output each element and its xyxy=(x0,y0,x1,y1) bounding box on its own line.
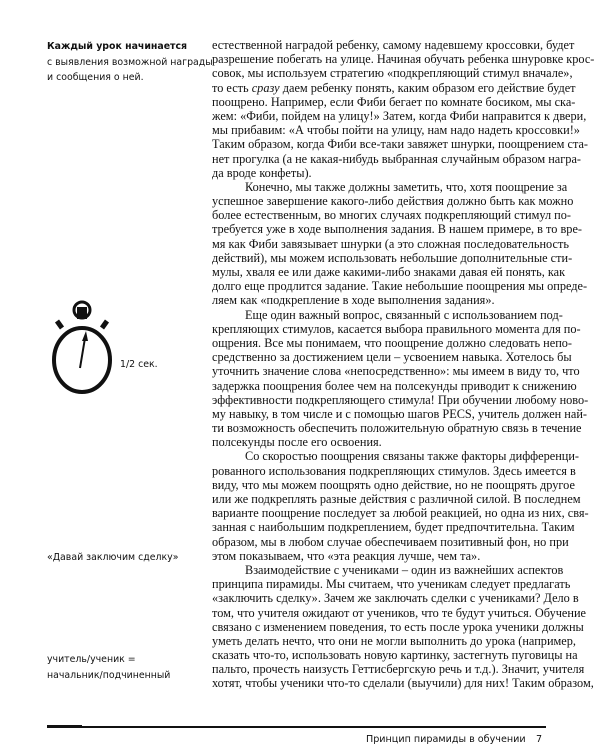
body-text xyxy=(212,38,595,691)
text-line: ти возможность обеспечить положительную обратную связь в течение xyxy=(212,421,582,436)
text-line: жем: «Фиби, пойдем на улицу!» Затем, когда Фиби направится к двери, xyxy=(212,108,587,123)
text-line: сказать что-то, использовать новую картинку, застегнуть пуговицы на xyxy=(212,648,578,663)
text-line: успешное завершение какого-либо действия должно быть как можно xyxy=(212,194,574,209)
paragraph xyxy=(212,38,595,180)
text-line: крепляющих стимулов, касается выбора правильного момента для по- xyxy=(212,321,581,336)
text-line: принципа пирамиды. Мы считаем, что ученикам следует предлагать xyxy=(212,577,571,592)
timer-label: 1/2 сек. xyxy=(120,359,158,370)
text-line: пальто, прочесть наизусть Геттисбергскую речь и т.д.). Значит, учителя xyxy=(212,662,585,677)
text-line: Таким образом, когда Фиби все-таки завяжет шнурки, поощрением ста- xyxy=(212,137,589,152)
paragraph xyxy=(212,562,594,691)
text-line: том, что учителя ожидают от учеников, что те будут учиться. Обучение xyxy=(212,605,587,620)
emphasis: сразу xyxy=(251,80,280,95)
text-line: ляем как «подкрепление в ходе выполнения задания». xyxy=(212,293,495,308)
text-line: совок, мы используем стратегию «подкрепляющий стимул вначале», xyxy=(212,66,573,81)
paragraph xyxy=(212,179,588,308)
text-line: варианте поощрение последует за любой реакцией, но одна из них, свя- xyxy=(212,506,589,521)
note-bold-part: Каждый урок начинается xyxy=(47,41,188,52)
text-line: мя как Фиби завязывает шнурки (а это сложная последовательность xyxy=(212,236,569,251)
paragraph xyxy=(212,307,589,450)
text-line: Еще один важный вопрос, связанный с использованием под- xyxy=(245,307,563,322)
margin-note-reward xyxy=(47,39,213,86)
paragraph xyxy=(212,449,589,563)
text-line: ощрения. Все мы понимаем, что поощрение должно следовать непо- xyxy=(212,335,573,350)
text-line: долго еще продлится задание. Такие небольшие поощрения мы опреде- xyxy=(212,279,588,294)
footer-rule xyxy=(47,726,546,728)
text-line: да вроде конфеты). xyxy=(212,165,312,180)
text-line: этом показываем, что «эта реакция лучше, чем та». xyxy=(212,548,481,563)
note-line: и сообщения о ней. xyxy=(47,72,144,83)
text-span: то есть xyxy=(212,80,252,95)
text-line: эффективности подкрепляющего стимула! При обучении любому ново- xyxy=(212,392,589,407)
text-line xyxy=(212,80,576,95)
text-line: му навыку, в том числе и с помощью шагов PECS, учитель должен най- xyxy=(212,406,588,421)
text-line: мы прибавим: «А чтобы пойти на улицу, нам надо надеть кроссовки!» xyxy=(212,123,580,138)
text-line: уточнить значение слова «непосредственно»: мы имеем в виду то, что xyxy=(212,364,580,379)
text-line: естественной наградой ребенку, самому надевшему кроссовки, будет xyxy=(212,38,575,52)
text-line: нет прогулка (а не какая-нибудь выбранная случайным образом награ- xyxy=(212,151,582,166)
text-line: или же подкреплять разные действия с различной силой. В последнем xyxy=(212,492,581,506)
page-number: 7 xyxy=(536,734,543,745)
text-line: Взаимодействие с учениками – один из важнейших аспектов xyxy=(245,562,564,577)
text-line: поощрено. Например, если Фиби бегает по комнате босиком, мы ска- xyxy=(212,94,576,109)
text-line: требуется уже в ходе выполнения задания. В нашем примере, в то вре- xyxy=(212,222,582,237)
text-line: «заключить сделку». Зачем же заключать сделки с учениками? Дело в xyxy=(212,591,579,606)
text-line: мулы, хваля ее или даже какими-либо знаками давая ей понять, как xyxy=(212,265,566,279)
text-line: полсекунды после его освоения. xyxy=(212,435,382,450)
text-line: занная с наибольшим подкреплением, будет предпочтительна. Таким xyxy=(212,520,575,535)
text-line: хотят, чтобы ученики что-то сделали (выучили) для них! Таким образом, xyxy=(212,676,594,691)
margin-note-teacher-student xyxy=(47,652,170,683)
text-line: связано с изменением поведения, то есть после урока ученики должны xyxy=(212,619,584,634)
text-line: уметь делать нечто, что они не могли выполнить до урока (например, xyxy=(212,633,576,648)
text-line: виду, что мы можем поощрять одно действие, но не поощрять другое xyxy=(212,477,575,492)
text-line: рованного использования подкрепляющих стимулов. Здесь имеется в xyxy=(212,463,576,478)
text-line: Конечно, мы также должны заметить, что, хотя поощрение за xyxy=(245,179,568,194)
note-line: с выявления возможной награды xyxy=(47,56,213,68)
text-span: даем ребенку понять, каким образом его действие будет xyxy=(279,80,576,95)
text-line: действий), мы можем использовать небольшие дополнительные сти- xyxy=(212,250,573,265)
margin-note-deal: «Давай заключим сделку» xyxy=(47,552,179,563)
note-line: начальник/подчиненный xyxy=(47,669,171,681)
stopwatch-icon xyxy=(40,290,130,400)
running-footer-title: Принцип пирамиды в обучении xyxy=(366,734,526,745)
text-line: образом, мы в любом случае обеспечиваем позитивный фон, но при xyxy=(212,534,569,549)
note-line: учитель/ученик = xyxy=(47,654,136,665)
text-line: задержка поощрения более чем на полсекунды приводит к снижению xyxy=(212,378,577,393)
text-line: Со скоростью поощрения связаны также факторы дифференци- xyxy=(245,449,580,464)
text-line: более естественным, во многих случаях подкрепляющий стимул по- xyxy=(212,208,571,223)
text-line: средственно за достижением цели – усвоением навыка. Хотелось бы xyxy=(212,350,572,365)
text-line: разрешение побегать на улице. Начиная обучать ребенка шнуровке крос- xyxy=(212,52,595,67)
